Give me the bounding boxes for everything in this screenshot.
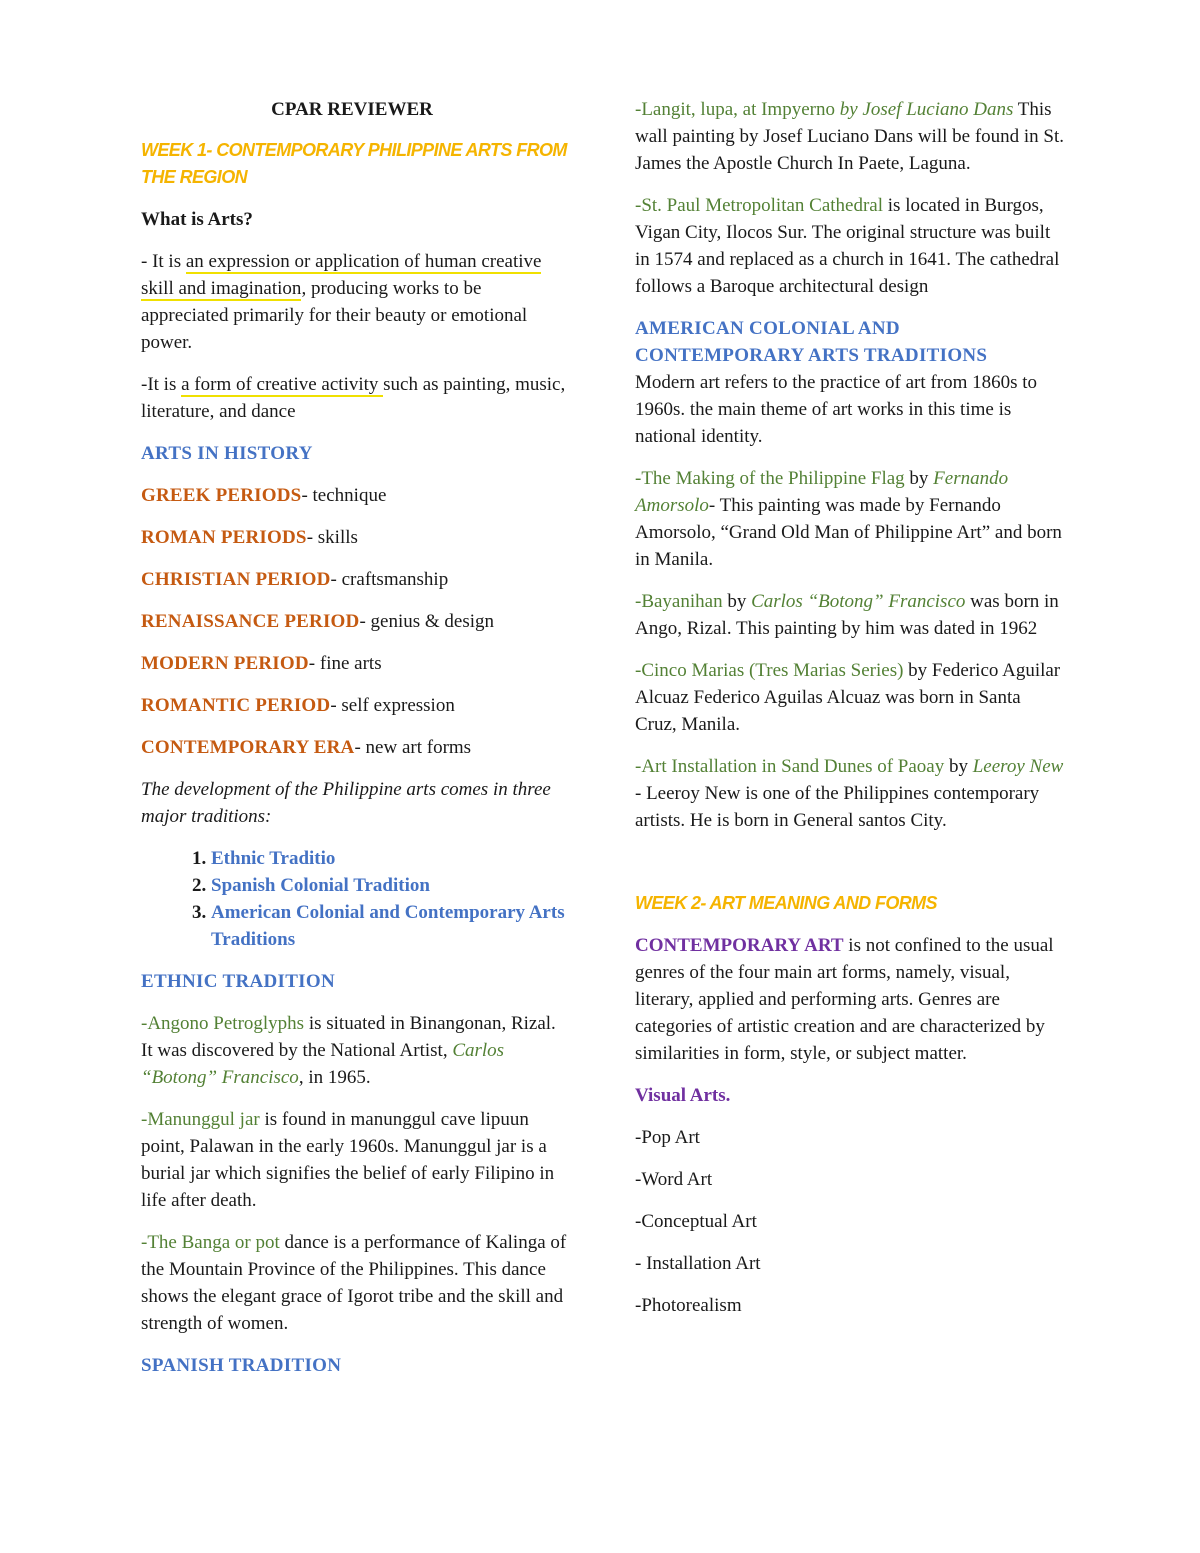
spanish-tradition-heading: SPANISH TRADITION [141,1355,342,1376]
list-item: -Word Art [635,1169,713,1190]
list-item: 1. Ethnic Traditio [211,845,571,872]
banga-paragraph: -The Banga or pot dance is a performance of Kalinga of the Mountain Province of the Philippines. This dance shows the elegant grace of Igorot tribe and the skill and strength of women. [141,1232,567,1334]
american-tradition-heading: AMERICAN COLONIAL AND CONTEMPORARY ARTS TRADITIONS [635,318,988,366]
flag-paragraph: -The Making of the Philippine Flag by Fernando Amorsolo- This painting was made by Fernando Amorsolo, “Grand Old Man of Philippine Art” and born in Manila. [635,468,1062,570]
installation-paragraph: -Art Installation in Sand Dunes of Paoay by Leeroy New - Leeroy New is one of the Philippines contemporary artists. He is born in General santos City. [635,756,1064,831]
development-statement: The development of the Philippine arts comes in three major traditions: [141,779,551,827]
left-column [141,96,571,1394]
period-contemporary: CONTEMPORARY ERA- new art forms [141,737,472,758]
what-is-arts-heading: What is Arts? [141,209,253,230]
period-roman: ROMAN PERIODS- skills [141,527,358,548]
contemporary-art-paragraph: CONTEMPORARY ART is not confined to the usual genres of the four main art forms, namely, visual, literary, applied and performing arts. Genres are categories of artistic creation and are characterized by similarities in form, style, or subject matter. [635,935,1054,1064]
bayanihan-paragraph: -Bayanihan by Carlos “Botong” Francisco was born in Ango, Rizal. This painting by him was dated in 1962 [635,591,1059,639]
list-item: -Pop Art [635,1127,700,1148]
period-modern: MODERN PERIOD- fine arts [141,653,382,674]
modern-art-paragraph: Modern art refers to the practice of art from 1860s to 1960s. the main theme of art works in this time is national identity. [635,372,1038,447]
traditions-list [141,845,571,953]
right-column [635,96,1065,1334]
arts-definition-1: - It is an expression or application of human creative skill and imagination, producing works to be appreciated primarily for their beauty or emotional power. [141,251,542,353]
arts-definition-2: -It is a form of creative activity such as painting, music, literature, and dance [141,374,566,422]
list-item: - Installation Art [635,1253,761,1274]
manunggul-paragraph: -Manunggul jar is found in manunggul cave lipuun point, Palawan in the early 1960s. Manunggul jar is a burial jar which signifies the belief of early Filipino in life after death. [141,1109,555,1211]
week1-heading: WEEK 1- CONTEMPORARY PHILIPPINE ARTS FROM THE REGION [141,140,567,187]
list-item: 2. Spanish Colonial Tradition [211,872,571,899]
period-romantic: ROMANTIC PERIOD- self expression [141,695,455,716]
highlighted-text: a form of creative activity [181,374,384,395]
week2-heading: WEEK 2- ART MEANING AND FORMS [635,893,937,913]
visual-arts-heading: Visual Arts. [635,1085,731,1106]
ethnic-tradition-heading: ETHNIC TRADITION [141,971,335,992]
list-item: -Photorealism [635,1295,742,1316]
langit-paragraph: -Langit, lupa, at Impyerno by Josef Luciano Dans This wall painting by Josef Luciano Dans will be found in St. James the Apostle Church In Paete, Laguna. [635,99,1065,174]
document-title: CPAR REVIEWER [271,99,433,120]
period-greek: GREEK PERIODS- technique [141,485,387,506]
st-paul-paragraph: -St. Paul Metropolitan Cathedral is located in Burgos, Vigan City, Ilocos Sur. The original structure was built in 1574 and replaced as a church in 1641. The cathedral follows a Baroque architectural design [635,195,1060,297]
arts-in-history-heading: ARTS IN HISTORY [141,443,313,464]
cinco-marias-paragraph: -Cinco Marias (Tres Marias Series) by Federico Aguilar Alcuaz Federico Aguilas Alcuaz was born in Santa Cruz, Manila. [635,660,1061,735]
list-item: 3. American Colonial and Contemporary Arts Traditions [211,899,571,953]
period-renaissance: RENAISSANCE PERIOD- genius & design [141,611,495,632]
highlighted-text: an expression or application of human creative skill and imagination [141,251,542,299]
list-item: -Conceptual Art [635,1211,757,1232]
angono-paragraph: -Angono Petroglyphs is situated in Binangonan, Rizal. It was discovered by the National Artist, Carlos “Botong” Francisco, in 1965. [141,1013,556,1088]
period-christian: CHRISTIAN PERIOD- craftsmanship [141,569,449,590]
